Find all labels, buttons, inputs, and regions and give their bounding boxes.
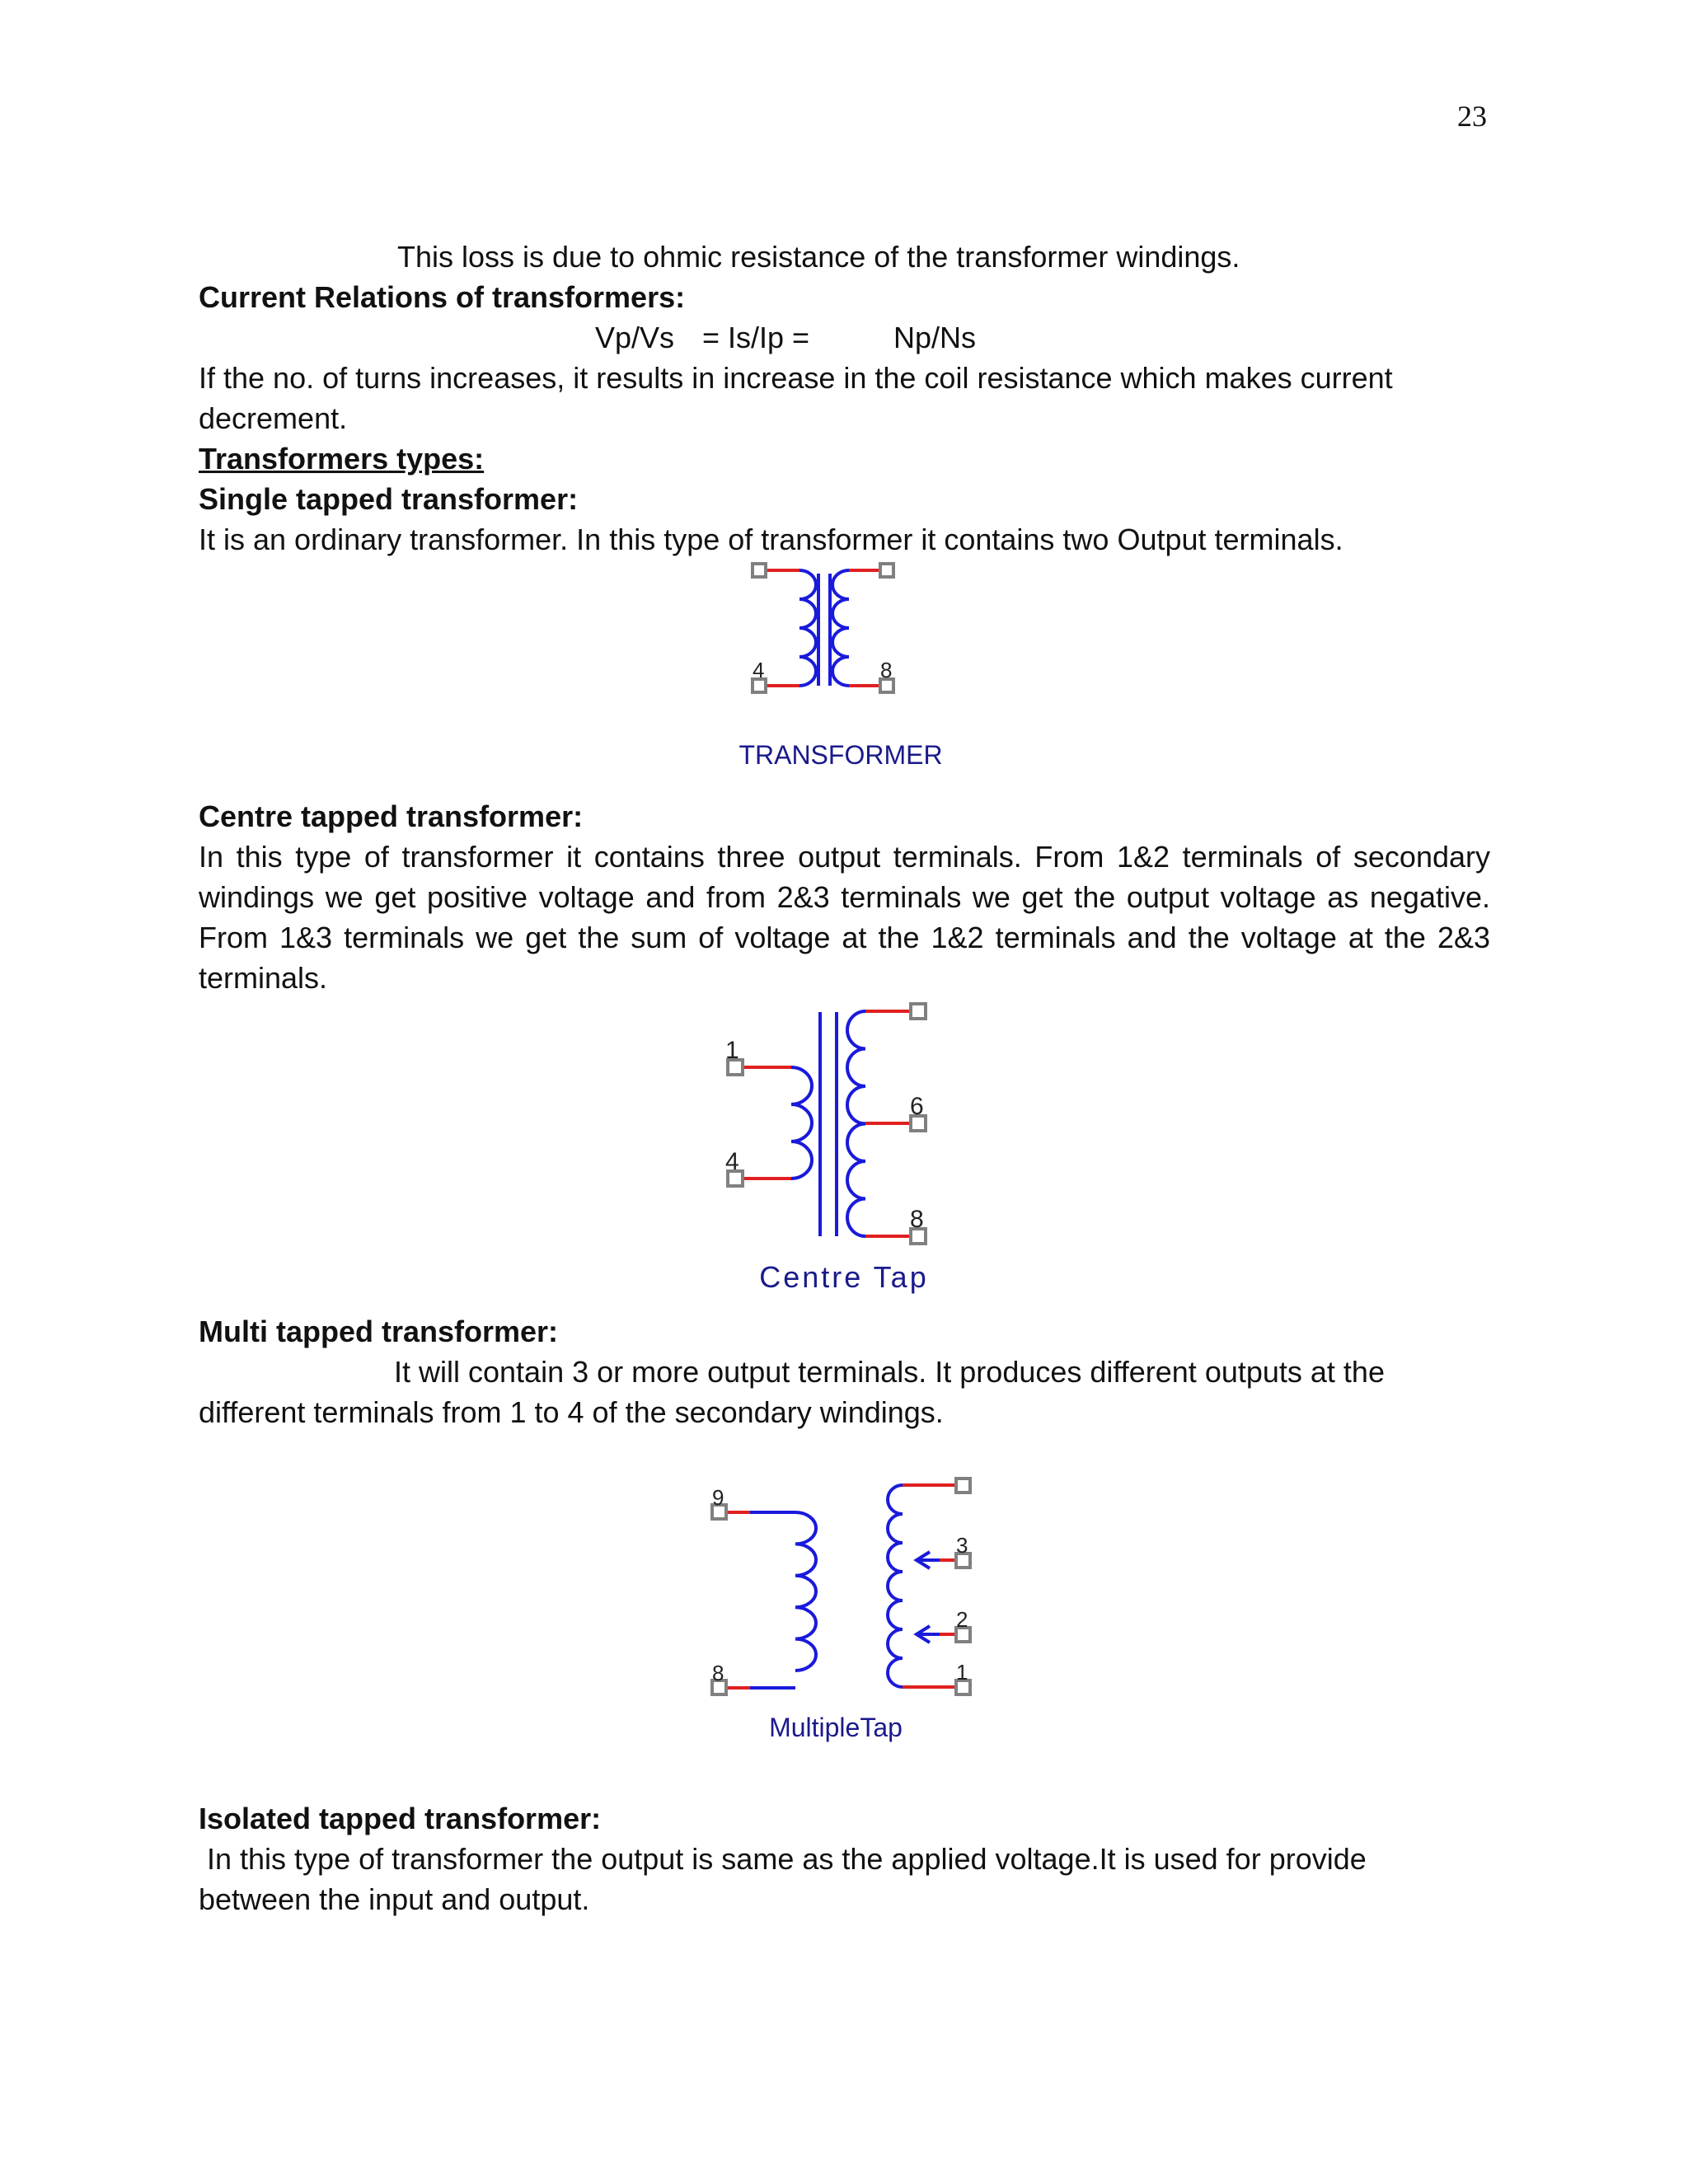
- isolated-tapped-heading: Isolated tapped transformer:: [199, 1802, 602, 1835]
- single-tapped-heading: Single tapped transformer:: [199, 482, 579, 516]
- formula-left: Vp/Vs: [595, 321, 675, 354]
- pin-label: 4: [753, 658, 765, 682]
- centre-tapped-text: In this type of transformer it contains three output terminals. From 1&2 terminals of secondary windings we get positive voltage and from 2&3 terminals we get the output voltage as negative. From 1&3 terminals we get the sum of voltage at the 1&2 terminals and the voltage at the 2&3 terminals.: [199, 840, 1490, 995]
- multi-tapped-text-line1: It will contain 3 or more output terminals. It produces different outputs at the: [394, 1355, 1385, 1389]
- primary-coil: [799, 570, 816, 686]
- intro-line: This loss is due to ohmic resistance of the transformer windings.: [397, 240, 1240, 274]
- figure-caption: Centre Tap: [759, 1260, 929, 1294]
- formula-right: Np/Ns: [893, 321, 977, 354]
- types-heading: Transformers types:: [199, 442, 485, 476]
- centre-tapped-transformer-figure: [709, 989, 973, 1302]
- multi-tapped-text-line2: different terminals from 1 to 4 of the secondary windings.: [199, 1395, 944, 1429]
- secondary-coil: [832, 570, 849, 686]
- single-tapped-text: It is an ordinary transformer. In this type of transformer it contains two Output terminals.: [199, 523, 1343, 556]
- pin-label: 8: [712, 1661, 724, 1685]
- pin-label: 4: [725, 1148, 739, 1175]
- pin-label: 6: [910, 1093, 924, 1120]
- primary-coil: [791, 1067, 812, 1179]
- pin-label: 8: [910, 1206, 924, 1233]
- pin-label: 1: [956, 1660, 968, 1685]
- current-relations-text: If the no. of turns increases, it results in increase in the coil resistance which makes current decrement.: [199, 361, 1393, 435]
- terminal: [911, 1004, 926, 1019]
- pin-label: 3: [956, 1533, 968, 1558]
- isolated-tapped-text-line1: In this type of transformer the output is same as the applied voltage.It is used for provide: [207, 1842, 1367, 1876]
- terminal: [956, 1479, 970, 1493]
- isolated-tapped-text-line2: between the input and output.: [199, 1882, 590, 1916]
- pin-label: 9: [712, 1485, 724, 1510]
- secondary-coil: [847, 1011, 865, 1236]
- figure-caption: TRANSFORMER: [738, 740, 943, 770]
- formula-mid: = Is/Ip =: [702, 321, 810, 354]
- pin-label: 2: [956, 1607, 968, 1632]
- secondary-coil: [888, 1485, 903, 1687]
- multi-tapped-transformer-figure: [692, 1467, 989, 1747]
- pin-label: 8: [880, 658, 893, 682]
- terminal: [880, 564, 893, 577]
- terminal: [753, 564, 766, 577]
- multi-tapped-heading: Multi tapped transformer:: [199, 1315, 559, 1348]
- single-tapped-transformer-figure: [725, 552, 973, 775]
- current-relations-heading: Current Relations of transformers:: [199, 280, 686, 314]
- primary-coil: [795, 1512, 816, 1671]
- centre-tapped-heading: Centre tapped transformer:: [199, 799, 584, 833]
- pin-label: 1: [725, 1037, 739, 1064]
- formula: [0, 317, 1688, 358]
- figure-caption: MultipleTap: [769, 1713, 903, 1742]
- page-number: 23: [1457, 100, 1487, 133]
